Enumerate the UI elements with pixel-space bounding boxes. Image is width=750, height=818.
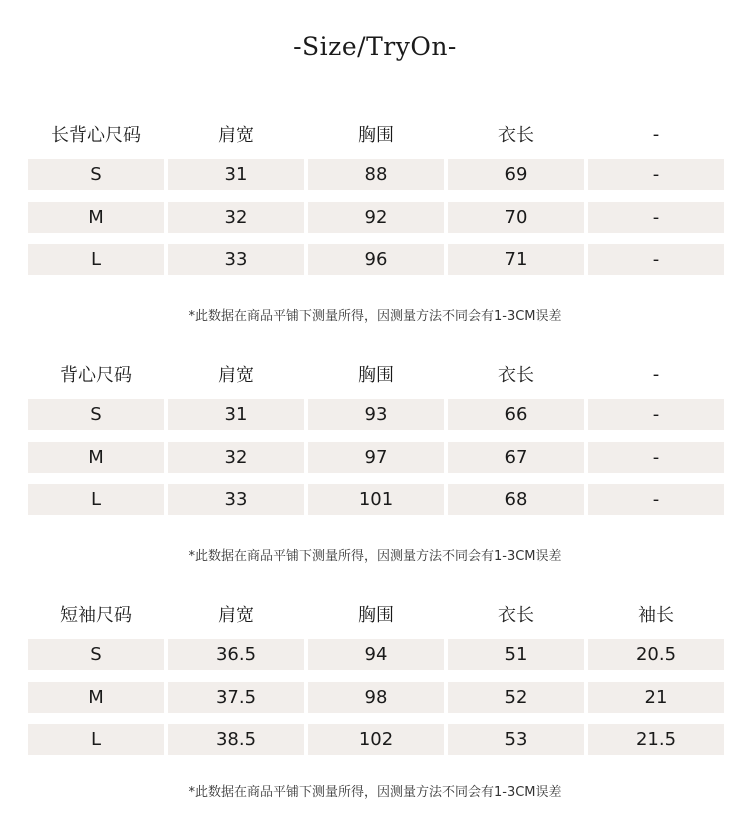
table-cell: 38.5 <box>168 724 304 755</box>
table-cell: 71 <box>448 244 584 275</box>
table-cell: 92 <box>308 202 444 233</box>
table-cell: 32 <box>168 442 304 473</box>
header-cell: 胸围 <box>358 605 394 626</box>
table-cell: 93 <box>308 399 444 430</box>
table-cell: 32 <box>168 202 304 233</box>
header-cell: 背心尺码 <box>60 365 132 386</box>
measurement-note: *此数据在商品平铺下测量所得，因测量方法不同会有1-3CM误差 <box>188 549 562 564</box>
table-cell: 31 <box>168 399 304 430</box>
table-cell: M <box>28 202 164 233</box>
table-cell: 66 <box>448 399 584 430</box>
table-cell: 36.5 <box>168 639 304 670</box>
table-cell: - <box>588 399 724 430</box>
table-row <box>28 724 724 755</box>
header-cell: 肩宽 <box>218 125 254 146</box>
table-cell: 21 <box>588 682 724 713</box>
header-cell: 肩宽 <box>218 605 254 626</box>
table-cell: S <box>28 639 164 670</box>
table-cell: 68 <box>448 484 584 515</box>
table-cell: M <box>28 682 164 713</box>
table-cell: L <box>28 484 164 515</box>
table-cell: M <box>28 442 164 473</box>
table-cell: 21.5 <box>588 724 724 755</box>
table-header <box>28 597 724 631</box>
header-cell: - <box>652 363 660 385</box>
table-row <box>28 159 724 190</box>
table-cell: S <box>28 159 164 190</box>
table-cell: 20.5 <box>588 639 724 670</box>
table-cell: 51 <box>448 639 584 670</box>
header-cell: 衣长 <box>498 125 534 146</box>
table-cell: 33 <box>168 484 304 515</box>
table-cell: 33 <box>168 244 304 275</box>
table-cell: 53 <box>448 724 584 755</box>
table-cell: 94 <box>308 639 444 670</box>
table-cell: S <box>28 399 164 430</box>
measurement-note: *此数据在商品平铺下测量所得，因测量方法不同会有1-3CM误差 <box>188 785 562 800</box>
table-cell: - <box>588 159 724 190</box>
header-cell: 肩宽 <box>218 365 254 386</box>
page-title: -Size/TryOn- <box>293 32 457 61</box>
table-cell: L <box>28 724 164 755</box>
table-row <box>28 442 724 473</box>
table-cell: 98 <box>308 682 444 713</box>
table-cell: 31 <box>168 159 304 190</box>
header-cell: 袖长 <box>638 605 674 626</box>
table-cell: 37.5 <box>168 682 304 713</box>
header-cell: 衣长 <box>498 605 534 626</box>
table-cell: - <box>588 244 724 275</box>
table-row <box>28 244 724 275</box>
table-cell: 102 <box>308 724 444 755</box>
table-cell: 70 <box>448 202 584 233</box>
table-cell: 97 <box>308 442 444 473</box>
table-header <box>28 117 724 151</box>
header-cell: 胸围 <box>358 365 394 386</box>
header-cell: 胸围 <box>358 125 394 146</box>
table-cell: 69 <box>448 159 584 190</box>
table-row <box>28 639 724 670</box>
table-cell: 88 <box>308 159 444 190</box>
table-row <box>28 682 724 713</box>
measurement-note: *此数据在商品平铺下测量所得，因测量方法不同会有1-3CM误差 <box>188 309 562 324</box>
table-cell: - <box>588 484 724 515</box>
table-cell: 101 <box>308 484 444 515</box>
table-cell: - <box>588 202 724 233</box>
header-cell: - <box>652 123 660 145</box>
table-cell: 96 <box>308 244 444 275</box>
header-cell: 衣长 <box>498 365 534 386</box>
table-cell: - <box>588 442 724 473</box>
table-header <box>28 357 724 391</box>
table-row <box>28 399 724 430</box>
table-cell: 52 <box>448 682 584 713</box>
table-cell: L <box>28 244 164 275</box>
table-row <box>28 484 724 515</box>
header-cell: 长背心尺码 <box>51 125 141 146</box>
header-cell: 短袖尺码 <box>60 605 132 626</box>
table-row <box>28 202 724 233</box>
table-cell: 67 <box>448 442 584 473</box>
